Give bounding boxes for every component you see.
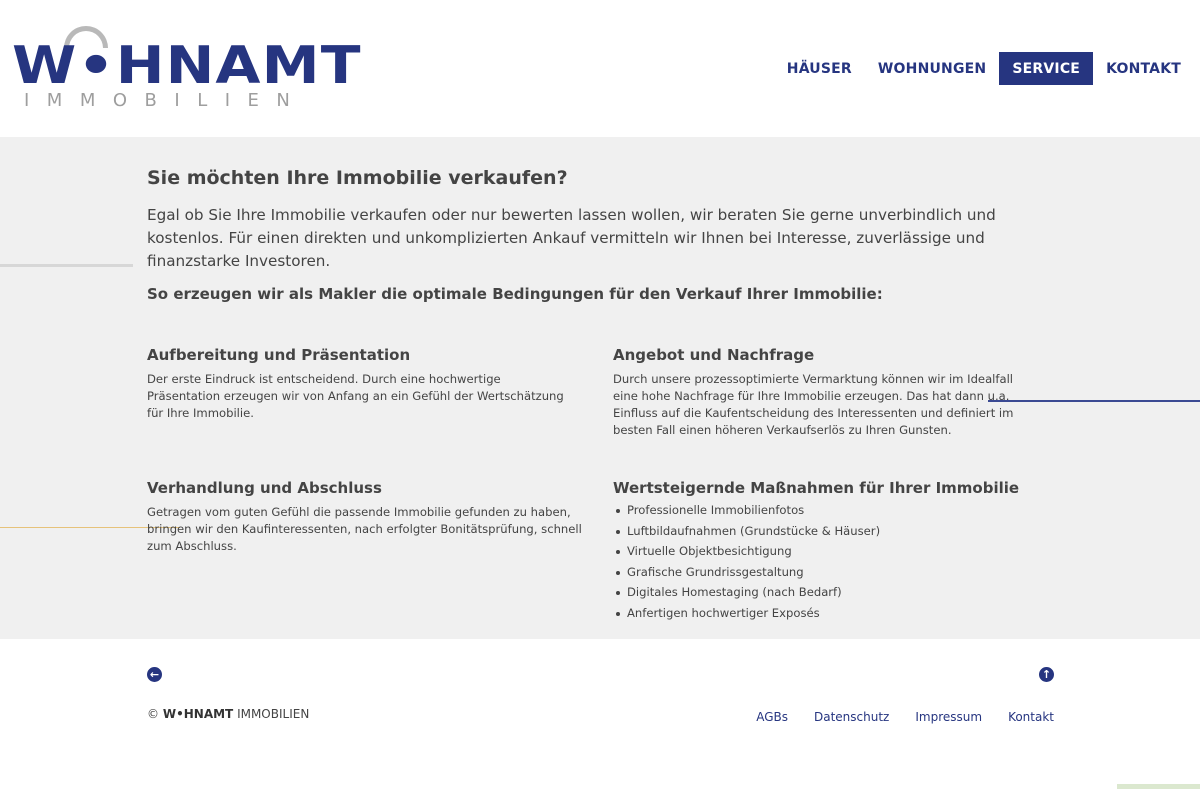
site-header — [0, 0, 1200, 137]
intro-text: Egal ob Sie Ihre Immobilie verkaufen oder nur bewerten lassen wollen, wir beraten Sie gerne unverbindlich und kostenlos. Für einen direkten und unkomplizierten Ankauf vermitteln wir Ihnen bei Interesse, zuverlässige und finanzstarke Investoren. — [147, 206, 996, 270]
nav-item-wohnungen[interactable]: WOHNUNGEN — [877, 60, 987, 77]
block-massnahmen — [613, 479, 1053, 624]
copyright — [147, 707, 309, 721]
list-item: Virtuelle Objektbesichtigung — [613, 541, 1053, 562]
block-verhandlung — [147, 479, 587, 555]
arrow-up-circle-icon[interactable]: ↑ — [1039, 667, 1054, 682]
copyright-symbol: © — [147, 707, 159, 721]
block-title: Angebot und Nachfrage — [613, 346, 815, 364]
block-text: Durch unsere prozessoptimierte Vermarktung können wir im Idealfall eine hohe Nachfrage für Ihre Immobilie erzeugen. Das hat dann u.a. Einfluss auf die Kaufentscheidung des Interessenten und definiert im besten Fall einen höheren Verkaufserlös zu Ihren Gunsten. — [613, 372, 1014, 437]
section-subheading: So erzeugen wir als Makler die optimale Bedingungen für den Verkauf Ihrer Immobilie: — [147, 285, 883, 303]
nav-item-haeuser[interactable]: HÄUSER — [786, 60, 852, 77]
measures-list — [613, 500, 1053, 624]
block-title: Wertsteigernde Maßnahmen für Ihrer Immobilie — [613, 479, 1020, 497]
main-content — [0, 137, 1200, 639]
footer-link-agbs[interactable]: AGBs — [756, 710, 788, 724]
block-text: Getragen vom guten Gefühl die passende Immobilie gefunden zu haben, bringen wir den Kaufinteressenten, nach erfolgter Bonitätsprüfung, schnell zum Abschluss. — [147, 505, 582, 553]
nav-item-service[interactable]: SERVICE — [999, 52, 1093, 85]
block-angebot — [613, 346, 1053, 439]
copyright-brand: W•HNAMT — [162, 707, 234, 721]
list-item: Digitales Homestaging (nach Bedarf) — [613, 582, 1053, 603]
nav-item-kontakt[interactable]: KONTAKT — [1106, 60, 1181, 77]
block-aufbereitung — [147, 346, 587, 422]
footer-link-datenschutz[interactable]: Datenschutz — [814, 710, 890, 724]
logo-subtitle: IMMOBILIEN — [24, 90, 308, 111]
list-item: Luftbildaufnahmen (Grundstücke & Häuser) — [613, 521, 1053, 542]
list-item: Grafische Grundrissgestaltung — [613, 562, 1053, 583]
footer-link-impressum[interactable]: Impressum — [915, 710, 983, 724]
arrow-left-circle-icon[interactable]: ← — [147, 667, 162, 682]
logo[interactable] — [12, 26, 362, 112]
footer-links — [756, 710, 1054, 724]
footer-link-kontakt[interactable]: Kontakt — [1008, 710, 1054, 724]
block-title: Aufbereitung und Präsentation — [147, 346, 411, 364]
main-nav — [774, 52, 1194, 85]
logo-wordmark: W•HNAMT — [12, 36, 362, 96]
page-title: Sie möchten Ihre Immobilie verkaufen? — [147, 167, 568, 189]
list-item: Professionelle Immobilienfotos — [613, 500, 1053, 521]
block-text: Der erste Eindruck ist entscheidend. Durch eine hochwertige Präsentation erzeugen wir von Anfang an ein Gefühl der Wertschätzung für Ihre Immobilie. — [147, 372, 564, 420]
copyright-rest: IMMOBILIEN — [237, 707, 310, 721]
decor-line-grey — [0, 264, 133, 267]
block-title: Verhandlung und Abschluss — [147, 479, 382, 497]
decor-line-green — [1117, 784, 1200, 789]
list-item: Anfertigen hochwertiger Exposés — [613, 603, 1053, 624]
site-footer — [0, 639, 1200, 800]
